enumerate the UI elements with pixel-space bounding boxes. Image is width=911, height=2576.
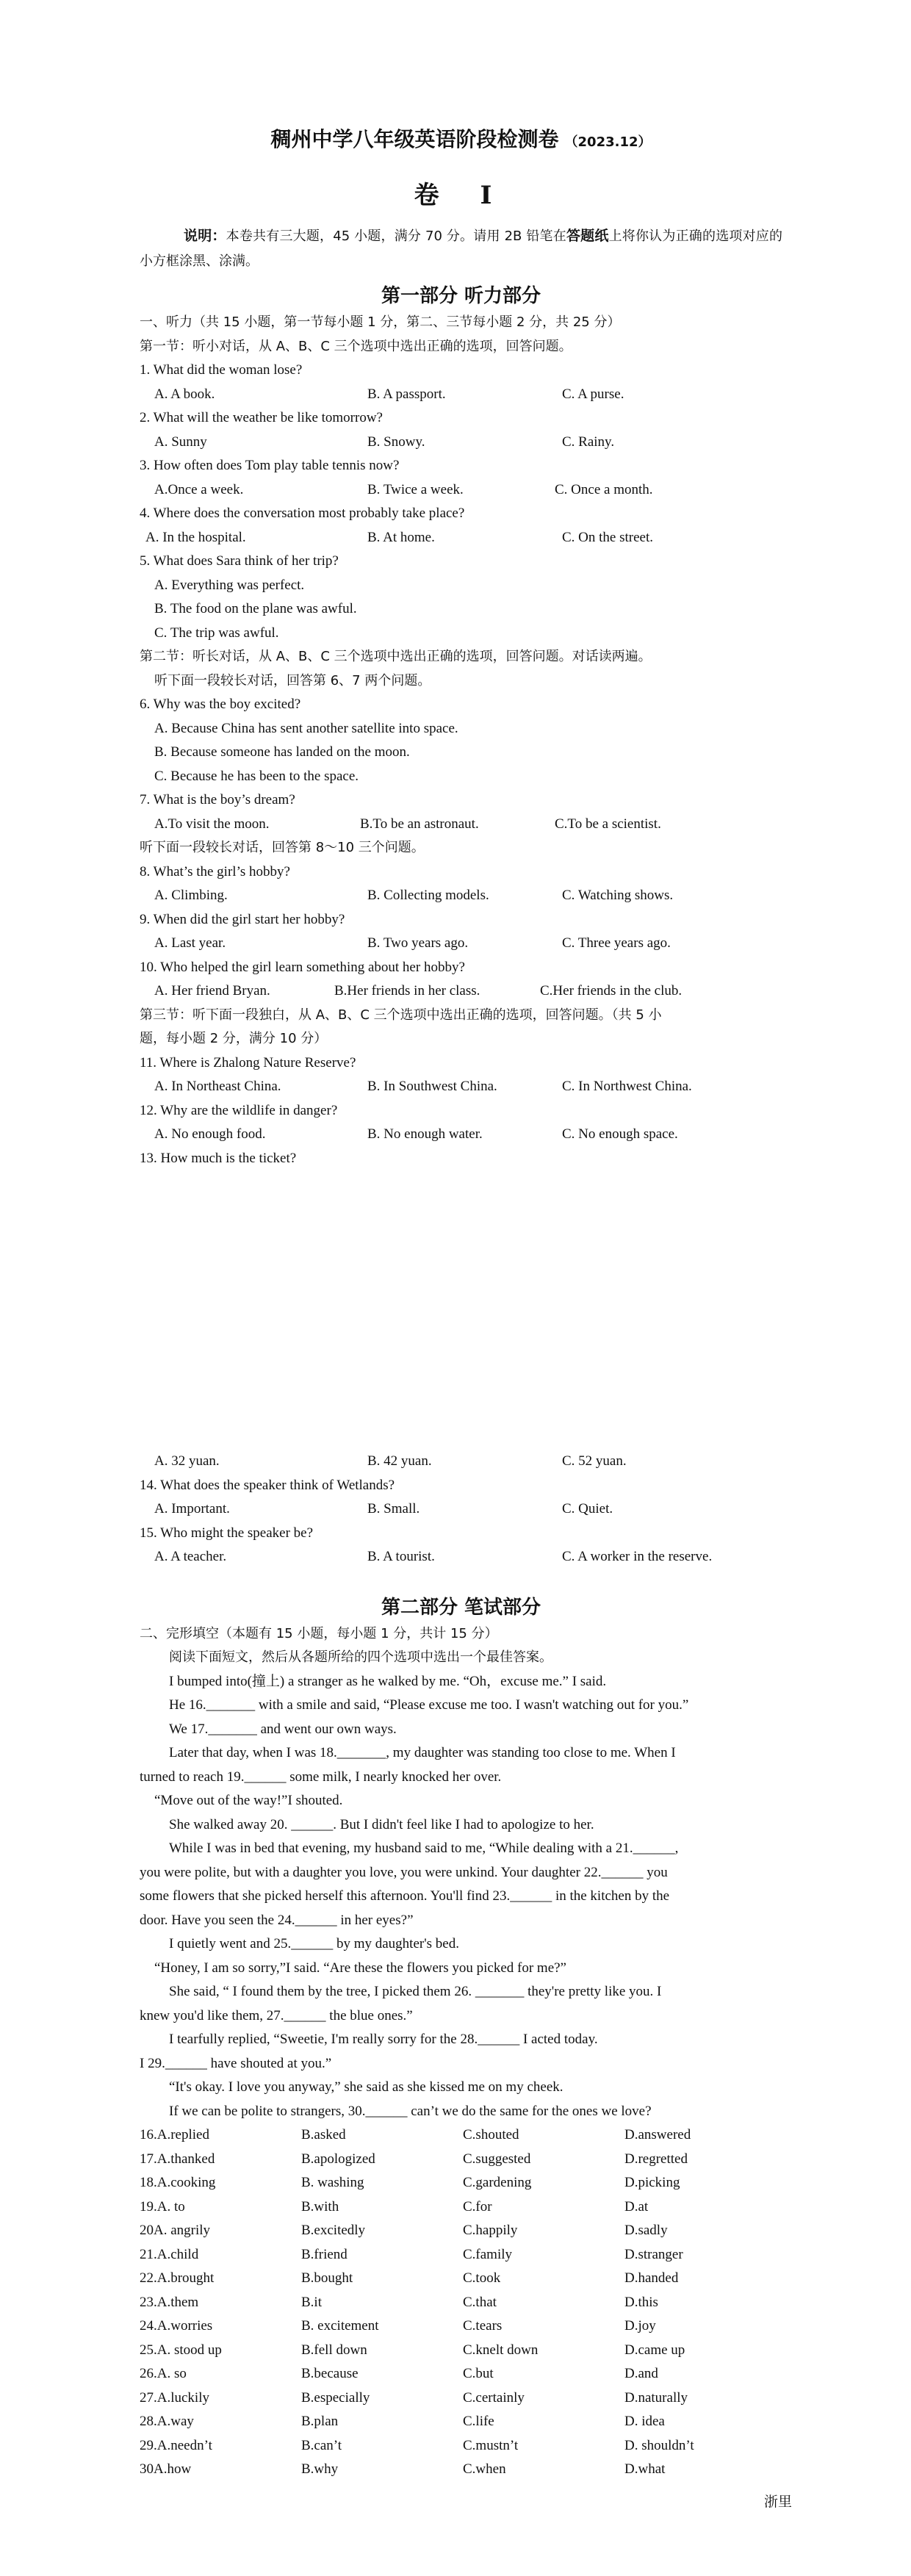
option-a: A. No enough food. bbox=[154, 1126, 266, 1142]
cloze-section-intro: 二、完形填空（本题有 15 小题，每小题 1 分，共计 15 分） bbox=[140, 1625, 498, 1641]
question-7-options bbox=[140, 813, 782, 837]
option-c: C. On the street. bbox=[562, 529, 654, 545]
cloze-option-a: 26.A. so bbox=[140, 2366, 187, 2381]
passage-line-3: We 17._______ and went our own ways. bbox=[169, 1721, 397, 1737]
cloze-option-b: B.bought bbox=[301, 2270, 353, 2286]
cloze-option-row bbox=[140, 2267, 782, 2291]
cloze-option-a: 28.A.way bbox=[140, 2414, 194, 2429]
option-b: B.To be an astronaut. bbox=[360, 816, 479, 832]
cloze-option-a: 22.A.brought bbox=[140, 2270, 215, 2286]
option-b: B. 42 yuan. bbox=[367, 1453, 432, 1469]
instructions bbox=[140, 223, 782, 274]
cloze-option-b: B. washing bbox=[301, 2175, 364, 2190]
option-c: C. Rainy. bbox=[562, 433, 615, 450]
cloze-option-b: B.with bbox=[301, 2198, 339, 2215]
question-8-options bbox=[140, 884, 782, 908]
question-9-options bbox=[140, 932, 782, 956]
option-c: C. A purse. bbox=[562, 386, 624, 402]
passage-line-11b: I 29.______ have shouted at you.” bbox=[140, 2055, 332, 2071]
question-13-options bbox=[140, 1450, 782, 1474]
listening-section-intro: 一、听力（共 15 小题，第一节每小题 1 分，第二、三节每小题 2 分，共 25 分） bbox=[140, 314, 621, 330]
cloze-option-c: C.for bbox=[463, 2198, 492, 2215]
question-2: 2. What will the weather be like tomorrow? bbox=[140, 410, 383, 425]
cloze-option-d: D.regretted bbox=[624, 2151, 688, 2167]
question-3-options bbox=[140, 478, 782, 503]
cloze-option-row bbox=[140, 2243, 782, 2267]
option-c: C. Quiet. bbox=[562, 1501, 613, 1517]
passage-line-12: “It's okay. I love you anyway,” she said as she kissed me on my cheek. bbox=[169, 2079, 563, 2095]
exam-title bbox=[140, 125, 782, 157]
cloze-option-d: D.joy bbox=[624, 2318, 656, 2334]
option-c: C.Her friends in the club. bbox=[540, 983, 683, 999]
cloze-option-c: C.certainly bbox=[463, 2389, 525, 2406]
option-c: C. 52 yuan. bbox=[562, 1453, 627, 1469]
cloze-option-d: D.what bbox=[624, 2461, 666, 2477]
passage-line-2: He 16._______ with a smile and said, “Please excuse me too. I wasn't watching out for you.” bbox=[169, 1697, 689, 1713]
cloze-option-a: 20A. angrily bbox=[140, 2223, 211, 2238]
cloze-option-c: C.gardening bbox=[463, 2175, 532, 2190]
cloze-option-b: B.fell down bbox=[301, 2342, 367, 2358]
cloze-option-c: C.mustn’t bbox=[463, 2437, 519, 2453]
question-5-option-a: A. Everything was perfect. bbox=[154, 577, 305, 593]
option-a: A. In the hospital. bbox=[145, 529, 246, 545]
volume-label: 卷 I bbox=[414, 181, 508, 210]
cloze-option-d: D.picking bbox=[624, 2175, 680, 2190]
cloze-option-d: D.handed bbox=[624, 2270, 679, 2286]
question-11-options bbox=[140, 1075, 782, 1099]
cloze-option-row bbox=[140, 2291, 782, 2315]
cloze-option-a: 29.A.needn’t bbox=[140, 2437, 212, 2453]
question-15-options bbox=[140, 1545, 782, 1569]
cloze-option-row bbox=[140, 2362, 782, 2386]
option-a: A. Sunny bbox=[154, 433, 207, 450]
cloze-option-c: C.when bbox=[463, 2461, 506, 2477]
passage-line-8: I quietly went and 25.______ by my daughter's bed. bbox=[169, 1936, 459, 1951]
cloze-option-a: 30A.how bbox=[140, 2461, 192, 2477]
option-b: B. Twice a week. bbox=[367, 481, 464, 497]
listening-sec3-intro-2: 题，每小题 2 分，满分 10 分） bbox=[140, 1031, 328, 1046]
option-b: B. In Southwest China. bbox=[367, 1079, 497, 1094]
cloze-option-a: 27.A.luckily bbox=[140, 2389, 209, 2406]
exam-content bbox=[140, 125, 782, 2482]
cloze-option-c: C.tears bbox=[463, 2318, 503, 2334]
instructions-text-2: 上将你认为正确的选项对应的小方框涂黑、涂满。 bbox=[140, 229, 783, 269]
instructions-label: 说明： bbox=[184, 228, 226, 244]
question-12-options bbox=[140, 1123, 782, 1147]
passage-line-7d: door. Have you seen the 24.______ in her eyes?” bbox=[140, 1912, 414, 1928]
cloze-option-c: C.family bbox=[463, 2246, 513, 2262]
cloze-option-d: D.and bbox=[624, 2366, 658, 2381]
question-1-options bbox=[140, 383, 782, 407]
listening-sec1-intro: 第一节：听小对话，从 A、B、C 三个选项中选出正确的选项，回答问题。 bbox=[140, 338, 572, 354]
option-b: B. Two years ago. bbox=[367, 935, 469, 951]
passage-line-7b: you were polite, but with a daughter you love, you were unkind. Your daughter 22.______ you bbox=[140, 1864, 668, 1880]
passage-line-4a: Later that day, when I was 18._______, my daughter was standing too close to me. When I bbox=[169, 1745, 676, 1760]
question-11: 11. Where is Zhalong Nature Reserve? bbox=[140, 1054, 356, 1071]
question-15: 15. Who might the speaker be? bbox=[140, 1525, 314, 1541]
cloze-option-d: D.sadly bbox=[624, 2223, 668, 2238]
cloze-option-row bbox=[140, 2314, 782, 2339]
cloze-option-a: 16.A.replied bbox=[140, 2127, 209, 2143]
instructions-bold: 答题纸 bbox=[566, 228, 609, 244]
passage-line-1: I bumped into(撞上) a stranger as he walked by me. “Oh，excuse me.” I said. bbox=[169, 1673, 607, 1689]
question-2-options bbox=[140, 431, 782, 455]
cloze-option-a: 17.A.thanked bbox=[140, 2151, 215, 2167]
cloze-option-b: B.especially bbox=[301, 2389, 370, 2406]
passage-line-11a: I tearfully replied, “Sweetie, I'm really sorry for the 28.______ I acted today. bbox=[169, 2032, 598, 2047]
question-9: 9. When did the girl start her hobby? bbox=[140, 911, 345, 927]
question-10-options bbox=[140, 979, 782, 1004]
cloze-option-row bbox=[140, 2148, 782, 2172]
option-b: B. A tourist. bbox=[367, 1549, 435, 1564]
question-5-option-b: B. The food on the plane was awful. bbox=[154, 601, 357, 616]
cloze-option-a: 24.A.worries bbox=[140, 2318, 213, 2334]
question-4-options bbox=[140, 526, 782, 550]
cloze-option-b: B. excitement bbox=[301, 2318, 379, 2334]
cloze-option-a: 19.A. to bbox=[140, 2198, 185, 2215]
option-b: B. Snowy. bbox=[367, 433, 425, 450]
option-a: A.To visit the moon. bbox=[154, 816, 270, 832]
cloze-option-d: D. idea bbox=[624, 2414, 665, 2429]
cloze-option-row bbox=[140, 2434, 782, 2458]
option-a: A. Last year. bbox=[154, 935, 226, 951]
cloze-option-c: C.suggested bbox=[463, 2151, 531, 2167]
option-c: C. In Northwest China. bbox=[562, 1079, 692, 1094]
cloze-option-a: 23.A.them bbox=[140, 2294, 199, 2310]
option-b: B. Collecting models. bbox=[367, 888, 489, 903]
question-13-blank-space bbox=[140, 1170, 782, 1450]
option-c: C. No enough space. bbox=[562, 1126, 678, 1142]
question-6: 6. Why was the boy excited? bbox=[140, 697, 301, 712]
cloze-option-d: D.answered bbox=[624, 2127, 691, 2143]
cloze-option-b: B.apologized bbox=[301, 2151, 375, 2167]
cloze-option-a: 18.A.cooking bbox=[140, 2175, 216, 2190]
cloze-option-row bbox=[140, 2386, 782, 2411]
option-a: A. Important. bbox=[154, 1501, 230, 1517]
option-c: C.To be a scientist. bbox=[555, 816, 661, 832]
cloze-option-b: B.because bbox=[301, 2366, 359, 2381]
cloze-option-row bbox=[140, 2219, 782, 2243]
part2-heading: 第二部分 笔试部分 bbox=[381, 1596, 541, 1619]
question-14: 14. What does the speaker think of Wetlands? bbox=[140, 1477, 395, 1493]
cloze-option-b: B.it bbox=[301, 2294, 322, 2310]
cloze-option-row bbox=[140, 2123, 782, 2148]
passage-line-7a: While I was in bed that evening, my husband said to me, “While dealing with a 21.______, bbox=[169, 1841, 679, 1856]
option-b: B. A passport. bbox=[367, 386, 446, 402]
cloze-option-c: C.happily bbox=[463, 2223, 518, 2238]
passage-line-7c: some flowers that she picked herself this afternoon. You'll find 23.______ in the kitchen by the bbox=[140, 1888, 670, 1904]
cloze-option-b: B.friend bbox=[301, 2246, 348, 2262]
option-c: C. Once a month. bbox=[555, 481, 653, 497]
cloze-option-d: D. shouldn’t bbox=[624, 2437, 694, 2453]
question-6-option-c: C. Because he has been to the space. bbox=[154, 768, 359, 784]
question-13: 13. How much is the ticket? bbox=[140, 1150, 297, 1166]
question-10: 10. Who helped the girl learn something about her hobby? bbox=[140, 959, 465, 975]
cloze-option-c: C.knelt down bbox=[463, 2342, 539, 2358]
part1-heading: 第一部分 听力部分 bbox=[381, 285, 541, 307]
option-a: A. Climbing. bbox=[154, 888, 228, 903]
passage-line-10b: knew you'd like them, 27.______ the blue ones.” bbox=[140, 2007, 413, 2023]
question-6-option-a: A. Because China has sent another satellite into space. bbox=[154, 720, 458, 736]
cloze-option-c: C.shouted bbox=[463, 2127, 519, 2143]
cloze-option-c: C.life bbox=[463, 2414, 494, 2429]
listening-sec2-intro: 第二节：听长对话，从 A、B、C 三个选项中选出正确的选项，回答问题。对话读两遍。 bbox=[140, 649, 652, 664]
listening-sec3-intro-1: 第三节：听下面一段独白，从 A、B、C 三个选项中选出正确的选项，回答问题。（共 5 小 bbox=[140, 1007, 662, 1023]
option-a: A. In Northeast China. bbox=[154, 1079, 281, 1094]
cloze-option-a: 21.A.child bbox=[140, 2246, 199, 2262]
passage-line-9: “Honey, I am so sorry,”I said. “Are these the flowers you picked for me?” bbox=[154, 1960, 566, 1976]
question-7: 7. What is the boy’s dream? bbox=[140, 792, 295, 807]
question-8: 8. What’s the girl’s hobby? bbox=[140, 863, 290, 879]
passage-line-13: If we can be polite to strangers, 30.______ can’t we do the same for the ones we love? bbox=[169, 2103, 652, 2119]
option-c: C. A worker in the reserve. bbox=[562, 1549, 713, 1564]
cloze-option-d: D.at bbox=[624, 2198, 649, 2215]
listening-sec2-sub2: 听下面一段较长对话，回答第 8～10 三个问题。 bbox=[140, 840, 425, 855]
option-b: B. Small. bbox=[367, 1501, 420, 1517]
instructions-text-1: 本卷共有三大题，45 小题，满分 70 分。请用 2B 铅笔在 bbox=[226, 229, 566, 244]
cloze-option-c: C.that bbox=[463, 2294, 497, 2310]
cloze-option-row bbox=[140, 2195, 782, 2220]
option-c: C. Watching shows. bbox=[562, 888, 674, 903]
cloze-option-b: B.can’t bbox=[301, 2437, 342, 2453]
option-a: A. 32 yuan. bbox=[154, 1453, 220, 1469]
cloze-option-row bbox=[140, 2458, 782, 2482]
question-4: 4. Where does the conversation most probably take place? bbox=[140, 506, 465, 521]
passage-line-10a: She said, “ I found them by the tree, I picked them 26. _______ they're pretty like you. I bbox=[169, 1984, 662, 1999]
question-1: 1. What did the woman lose? bbox=[140, 362, 303, 378]
cloze-option-b: B.why bbox=[301, 2461, 339, 2477]
option-a: A. Her friend Bryan. bbox=[154, 983, 270, 999]
question-3: 3. How often does Tom play table tennis now? bbox=[140, 458, 400, 473]
cloze-option-row bbox=[140, 2339, 782, 2363]
passage-line-6: She walked away 20. ______. But I didn't feel like I had to apologize to her. bbox=[169, 1816, 594, 1832]
option-b: B.Her friends in her class. bbox=[334, 983, 480, 999]
cloze-option-d: D.came up bbox=[624, 2342, 685, 2358]
cloze-option-a: 25.A. stood up bbox=[140, 2342, 222, 2358]
question-5-option-c: C. The trip was awful. bbox=[154, 625, 279, 641]
cloze-option-d: D.stranger bbox=[624, 2246, 683, 2262]
question-6-option-b: B. Because someone has landed on the moon. bbox=[154, 744, 410, 760]
cloze-option-b: B.plan bbox=[301, 2414, 339, 2429]
passage-line-4b: turned to reach 19.______ some milk, I nearly knocked her over. bbox=[140, 1769, 502, 1785]
cloze-option-d: D.this bbox=[624, 2294, 658, 2310]
cloze-option-row bbox=[140, 2171, 782, 2195]
question-5: 5. What does Sara think of her trip? bbox=[140, 553, 339, 569]
exam-date: （2023.12） bbox=[564, 134, 652, 150]
listening-sec2-sub1: 听下面一段较长对话，回答第 6、7 两个问题。 bbox=[154, 672, 431, 688]
cloze-option-b: B.asked bbox=[301, 2127, 346, 2143]
cloze-option-c: C.took bbox=[463, 2270, 501, 2286]
option-a: A. A book. bbox=[154, 386, 215, 402]
cloze-options-list bbox=[140, 2123, 782, 2482]
question-14-options bbox=[140, 1497, 782, 1522]
cloze-sub-intro: 阅读下面短文，然后从各题所给的四个选项中选出一个最佳答案。 bbox=[169, 1649, 552, 1665]
footer-region: 浙里 bbox=[764, 2494, 793, 2510]
question-12: 12. Why are the wildlife in danger? bbox=[140, 1102, 338, 1118]
option-b: B. At home. bbox=[367, 529, 435, 545]
cloze-option-c: C.but bbox=[463, 2366, 494, 2381]
passage-line-5: “Move out of the way!”I shouted. bbox=[154, 1793, 343, 1808]
cloze-option-row bbox=[140, 2410, 782, 2434]
exam-title-text: 稠州中学八年级英语阶段检测卷 bbox=[270, 127, 559, 151]
option-a: A. A teacher. bbox=[154, 1549, 227, 1564]
option-b: B. No enough water. bbox=[367, 1126, 483, 1142]
cloze-option-d: D.naturally bbox=[624, 2389, 688, 2406]
option-a: A.Once a week. bbox=[154, 481, 244, 497]
option-c: C. Three years ago. bbox=[562, 935, 671, 951]
cloze-option-b: B.excitedly bbox=[301, 2223, 366, 2238]
